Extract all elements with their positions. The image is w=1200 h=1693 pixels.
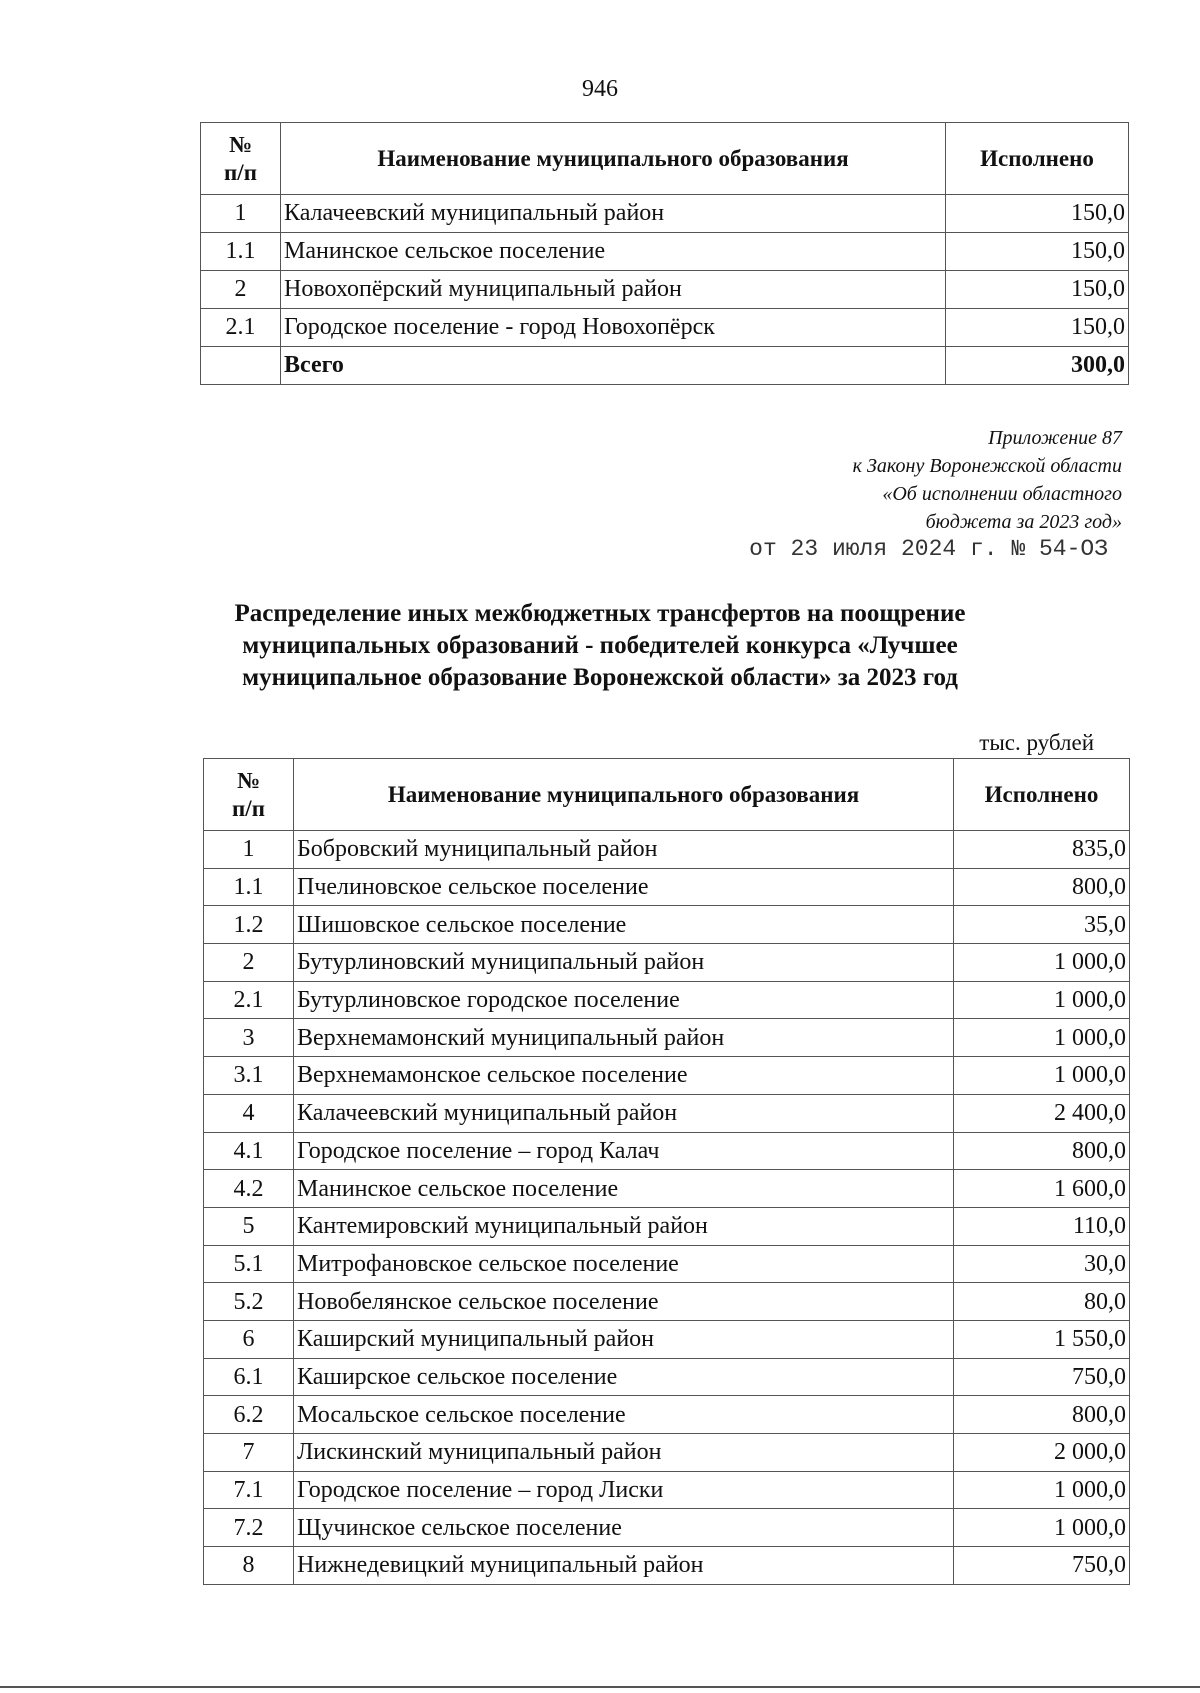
transfers-table — [203, 758, 1130, 1585]
total-value: 300,0 — [946, 347, 1129, 385]
row-number: 2 — [201, 271, 281, 309]
municipality-name: Новохопёрский муниципальный район — [281, 271, 946, 309]
municipality-name: Лискинский муниципальный район — [294, 1434, 954, 1472]
table-row — [204, 1057, 1130, 1095]
municipality-name: Городское поселение - город Новохопёрск — [281, 309, 946, 347]
executed-value: 1 000,0 — [954, 1471, 1130, 1509]
row-number: 5.2 — [204, 1283, 294, 1321]
row-number: 6.2 — [204, 1396, 294, 1434]
table-row — [201, 233, 1129, 271]
municipality-name: Калачеевский муниципальный район — [294, 1094, 954, 1132]
executed-value: 750,0 — [954, 1358, 1130, 1396]
row-number: 6.1 — [204, 1358, 294, 1396]
municipality-name: Каширский муниципальный район — [294, 1320, 954, 1358]
executed-value: 1 550,0 — [954, 1320, 1130, 1358]
municipality-name: Городское поселение – город Лиски — [294, 1471, 954, 1509]
row-number: 8 — [204, 1547, 294, 1585]
total-number-cell — [201, 347, 281, 385]
municipality-name: Бутурлиновский муниципальный район — [294, 944, 954, 982]
header-municipality-name: Наименование муниципального образования — [281, 123, 946, 195]
table-row — [204, 1434, 1130, 1472]
executed-value: 150,0 — [946, 195, 1129, 233]
executed-value: 1 000,0 — [954, 944, 1130, 982]
transfers-table-previous — [200, 122, 1129, 385]
executed-value: 800,0 — [954, 1396, 1130, 1434]
municipality-name: Митрофановское сельское поселение — [294, 1245, 954, 1283]
municipality-name: Нижнедевицкий муниципальный район — [294, 1547, 954, 1585]
executed-value: 2 000,0 — [954, 1434, 1130, 1472]
table-row — [204, 831, 1130, 869]
page-number: 946 — [582, 76, 618, 102]
municipality-name: Верхнемамонский муниципальный район — [294, 1019, 954, 1057]
executed-value: 1 000,0 — [954, 981, 1130, 1019]
title-line: Распределение иных межбюджетных трансфертов на поощрение — [234, 600, 966, 627]
row-number: 6 — [204, 1320, 294, 1358]
municipality-name: Мосальское сельское поселение — [294, 1396, 954, 1434]
table-row — [201, 195, 1129, 233]
table-row — [201, 309, 1129, 347]
municipality-name: Щучинское сельское поселение — [294, 1509, 954, 1547]
municipality-name: Манинское сельское поселение — [281, 233, 946, 271]
table-row — [204, 868, 1130, 906]
row-number: 2.1 — [204, 981, 294, 1019]
executed-value: 35,0 — [954, 906, 1130, 944]
table-row — [204, 1245, 1130, 1283]
row-number: 1.1 — [201, 233, 281, 271]
row-number: 3.1 — [204, 1057, 294, 1095]
executed-value: 110,0 — [954, 1207, 1130, 1245]
bottom-rule — [0, 1686, 1200, 1688]
appendix-line: Приложение 87 — [988, 427, 1122, 449]
document-title — [0, 598, 1200, 694]
title-line: муниципальных образований - победителей конкурса «Лучшее — [242, 632, 958, 659]
row-number: 1 — [201, 195, 281, 233]
row-number: 5 — [204, 1207, 294, 1245]
executed-value: 80,0 — [954, 1283, 1130, 1321]
municipality-name: Калачеевский муниципальный район — [281, 195, 946, 233]
table-row — [204, 1094, 1130, 1132]
table-row — [204, 1547, 1130, 1585]
executed-value: 1 600,0 — [954, 1170, 1130, 1208]
row-number: 5.1 — [204, 1245, 294, 1283]
table-row — [204, 1207, 1130, 1245]
appendix-line: бюджета за 2023 год» — [925, 511, 1122, 533]
table-row — [204, 1283, 1130, 1321]
header-row-number — [204, 759, 294, 831]
row-number: 4 — [204, 1094, 294, 1132]
table-row — [204, 1320, 1130, 1358]
executed-value: 800,0 — [954, 868, 1130, 906]
executed-value: 2 400,0 — [954, 1094, 1130, 1132]
row-number: 3 — [204, 1019, 294, 1057]
executed-value: 835,0 — [954, 831, 1130, 869]
total-row — [201, 347, 1129, 385]
row-number: 7.2 — [204, 1509, 294, 1547]
table-row — [204, 906, 1130, 944]
table-row — [204, 944, 1130, 982]
header-number-label: № п/п — [224, 131, 257, 185]
row-number: 7.1 — [204, 1471, 294, 1509]
municipality-name: Городское поселение – город Калач — [294, 1132, 954, 1170]
table-row — [204, 1170, 1130, 1208]
municipality-name: Манинское сельское поселение — [294, 1170, 954, 1208]
table-row — [204, 981, 1130, 1019]
municipality-name: Каширское сельское поселение — [294, 1358, 954, 1396]
municipality-name: Бутурлиновское городское поселение — [294, 981, 954, 1019]
table-row — [204, 1019, 1130, 1057]
municipality-name: Верхнемамонское сельское поселение — [294, 1057, 954, 1095]
row-number: 1 — [204, 831, 294, 869]
appendix-reference — [853, 424, 1122, 536]
municipality-name: Бобровский муниципальный район — [294, 831, 954, 869]
executed-value: 1 000,0 — [954, 1019, 1130, 1057]
title-line: муниципальное образование Воронежской области» за 2023 год — [242, 664, 958, 691]
appendix-line: «Об исполнении областного — [882, 483, 1122, 505]
appendix-line: к Закону Воронежской области — [852, 455, 1122, 477]
header-row-number — [201, 123, 281, 195]
executed-value: 750,0 — [954, 1547, 1130, 1585]
municipality-name: Пчелиновское сельское поселение — [294, 868, 954, 906]
row-number: 1.1 — [204, 868, 294, 906]
header-executed: Исполнено — [954, 759, 1130, 831]
decree-stamp: от 23 июля 2024 г. № 54-ОЗ — [749, 536, 1108, 562]
executed-value: 800,0 — [954, 1132, 1130, 1170]
header-municipality-name: Наименование муниципального образования — [294, 759, 954, 831]
row-number: 1.2 — [204, 906, 294, 944]
table-row — [204, 1396, 1130, 1434]
row-number: 4.2 — [204, 1170, 294, 1208]
table-row — [204, 1509, 1130, 1547]
executed-value: 150,0 — [946, 233, 1129, 271]
total-label: Всего — [281, 347, 946, 385]
units-label: тыс. рублей — [979, 730, 1094, 755]
header-executed: Исполнено — [946, 123, 1129, 195]
table-row — [204, 1358, 1130, 1396]
municipality-name: Новобелянское сельское поселение — [294, 1283, 954, 1321]
executed-value: 1 000,0 — [954, 1509, 1130, 1547]
executed-value: 150,0 — [946, 309, 1129, 347]
executed-value: 150,0 — [946, 271, 1129, 309]
municipality-name: Кантемировский муниципальный район — [294, 1207, 954, 1245]
row-number: 7 — [204, 1434, 294, 1472]
executed-value: 30,0 — [954, 1245, 1130, 1283]
table-row — [204, 1132, 1130, 1170]
row-number: 2.1 — [201, 309, 281, 347]
table-row — [204, 1471, 1130, 1509]
row-number: 4.1 — [204, 1132, 294, 1170]
row-number: 2 — [204, 944, 294, 982]
municipality-name: Шишовское сельское поселение — [294, 906, 954, 944]
header-number-label: № п/п — [232, 767, 265, 821]
executed-value: 1 000,0 — [954, 1057, 1130, 1095]
table-row — [201, 271, 1129, 309]
